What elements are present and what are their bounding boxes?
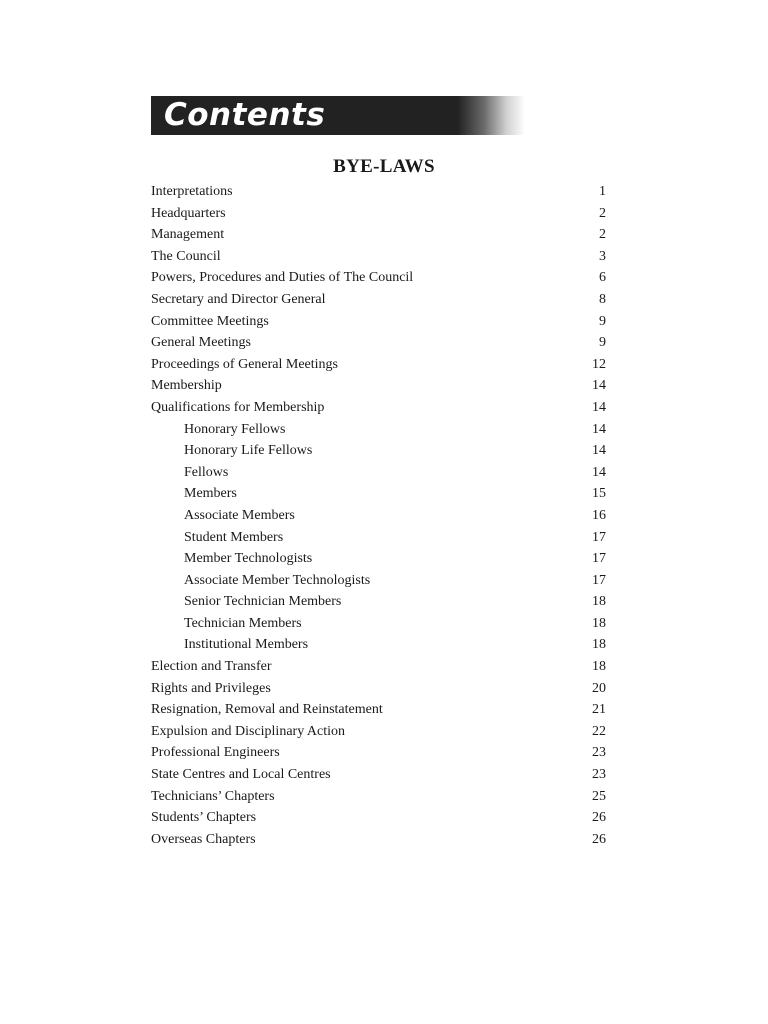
- toc-entry[interactable]: [151, 419, 606, 441]
- toc-entry-page-number: 6: [599, 270, 606, 286]
- toc-entry-label: Senior Technician Members: [184, 594, 342, 610]
- contents-header-bar: [151, 96, 525, 135]
- toc-entry-label: Members: [184, 486, 237, 502]
- toc-entry-page-number: 14: [592, 464, 606, 480]
- toc-entry-page-number: 2: [599, 205, 606, 221]
- toc-entry-page-number: 18: [592, 615, 606, 631]
- toc-entry-label: Qualifications for Membership: [151, 399, 325, 415]
- toc-entry-label: Management: [151, 227, 225, 243]
- toc-entry-page-number: 20: [592, 680, 606, 696]
- toc-entry-page-number: 18: [592, 659, 606, 675]
- toc-entry[interactable]: [151, 699, 606, 721]
- page-title: Contents: [164, 97, 326, 133]
- toc-entry-page-number: 14: [592, 399, 606, 415]
- toc-entry[interactable]: [151, 548, 606, 570]
- toc-entry-label: Committee Meetings: [151, 313, 269, 329]
- toc-entry-label: General Meetings: [151, 335, 251, 351]
- toc-entry[interactable]: [151, 721, 606, 743]
- toc-entry-label: Associate Member Technologists: [184, 572, 371, 588]
- toc-entry-label: State Centres and Local Centres: [151, 767, 331, 783]
- toc-entry[interactable]: [151, 267, 606, 289]
- toc-entry-label: Election and Transfer: [151, 659, 272, 675]
- toc-entry-page-number: 8: [599, 291, 606, 307]
- toc-entry-page-number: 12: [592, 356, 606, 372]
- toc-entry[interactable]: [151, 397, 606, 419]
- toc-entry-page-number: 26: [592, 831, 606, 847]
- toc-entry-label: Technicians’ Chapters: [151, 788, 275, 804]
- toc-entry-label: Fellows: [184, 464, 229, 480]
- toc-entry-page-number: 21: [592, 702, 606, 718]
- toc-entry[interactable]: [151, 375, 606, 397]
- toc-entry[interactable]: [151, 742, 606, 764]
- toc-entry-label: Membership: [151, 378, 222, 394]
- toc-entry[interactable]: [151, 613, 606, 635]
- toc-entry-page-number: 26: [592, 810, 606, 826]
- toc-entry-label: Honorary Fellows: [184, 421, 286, 437]
- toc-entry-label: Proceedings of General Meetings: [151, 356, 338, 372]
- toc-entry[interactable]: [151, 527, 606, 549]
- toc-entry-page-number: 17: [592, 572, 606, 588]
- toc-entry-label: The Council: [151, 248, 221, 264]
- toc-entry[interactable]: [151, 332, 606, 354]
- toc-entry[interactable]: [151, 483, 606, 505]
- toc-entry-page-number: 18: [592, 594, 606, 610]
- toc-entry-label: Member Technologists: [184, 551, 313, 567]
- toc-entry-page-number: 14: [592, 378, 606, 394]
- toc-entry[interactable]: [151, 634, 606, 656]
- toc-entry[interactable]: [151, 591, 606, 613]
- toc-entry-page-number: 1: [599, 184, 606, 199]
- toc-entry-label: Institutional Members: [184, 637, 309, 653]
- toc-entry[interactable]: [151, 311, 606, 333]
- toc-entry-page-number: 3: [599, 248, 606, 264]
- toc-entry[interactable]: [151, 656, 606, 678]
- toc-entry-page-number: 17: [592, 551, 606, 567]
- toc-entry[interactable]: [151, 678, 606, 700]
- toc-entry-label: Students’ Chapters: [151, 810, 257, 826]
- toc-entry-label: Technician Members: [184, 615, 302, 631]
- toc-entry-page-number: 14: [592, 443, 606, 459]
- toc-entry-label: Overseas Chapters: [151, 831, 256, 847]
- toc-entry-label: Honorary Life Fellows: [184, 443, 313, 459]
- section-title: BYE-LAWS: [333, 156, 435, 177]
- toc-entry-page-number: 22: [592, 723, 606, 739]
- toc-entry[interactable]: [151, 764, 606, 786]
- toc-entry-page-number: 9: [599, 313, 606, 329]
- toc-entry-label: Student Members: [184, 529, 284, 545]
- toc-entry-label: Secretary and Director General: [151, 291, 326, 307]
- toc-entry[interactable]: [151, 462, 606, 484]
- toc-entry-page-number: 23: [592, 745, 606, 761]
- toc-entry[interactable]: [151, 505, 606, 527]
- toc-entry[interactable]: [151, 203, 606, 225]
- toc-entry[interactable]: [151, 289, 606, 311]
- toc-entry-label: Expulsion and Disciplinary Action: [151, 723, 346, 739]
- toc-entry-page-number: 17: [592, 529, 606, 545]
- toc-entry[interactable]: [151, 246, 606, 268]
- toc-entry-label: Professional Engineers: [151, 745, 280, 761]
- toc-entry-label: Headquarters: [151, 205, 226, 221]
- toc-entry[interactable]: [151, 181, 606, 203]
- toc-entry-page-number: 14: [592, 421, 606, 437]
- toc-entry-page-number: 9: [599, 335, 606, 351]
- toc-entry[interactable]: [151, 807, 606, 829]
- toc-entry-page-number: 15: [592, 486, 606, 502]
- toc-entry-page-number: 18: [592, 637, 606, 653]
- toc-entry-page-number: 2: [599, 227, 606, 243]
- toc-entry-label: Rights and Privileges: [151, 680, 271, 696]
- table-of-contents: [151, 181, 606, 850]
- toc-entry-page-number: 23: [592, 767, 606, 783]
- toc-entry-label: Powers, Procedures and Duties of The Council: [151, 270, 414, 286]
- toc-entry-label: Associate Members: [184, 507, 295, 523]
- toc-entry[interactable]: [151, 829, 606, 851]
- toc-entry[interactable]: [151, 570, 606, 592]
- toc-entry[interactable]: [151, 440, 606, 462]
- toc-entry[interactable]: [151, 786, 606, 808]
- toc-entry-label: Resignation, Removal and Reinstatement: [151, 702, 383, 718]
- toc-entry[interactable]: [151, 224, 606, 246]
- toc-entry[interactable]: [151, 354, 606, 376]
- toc-entry-label: Interpretations: [151, 184, 233, 199]
- toc-entry-page-number: 25: [592, 788, 606, 804]
- toc-entry-page-number: 16: [592, 507, 606, 523]
